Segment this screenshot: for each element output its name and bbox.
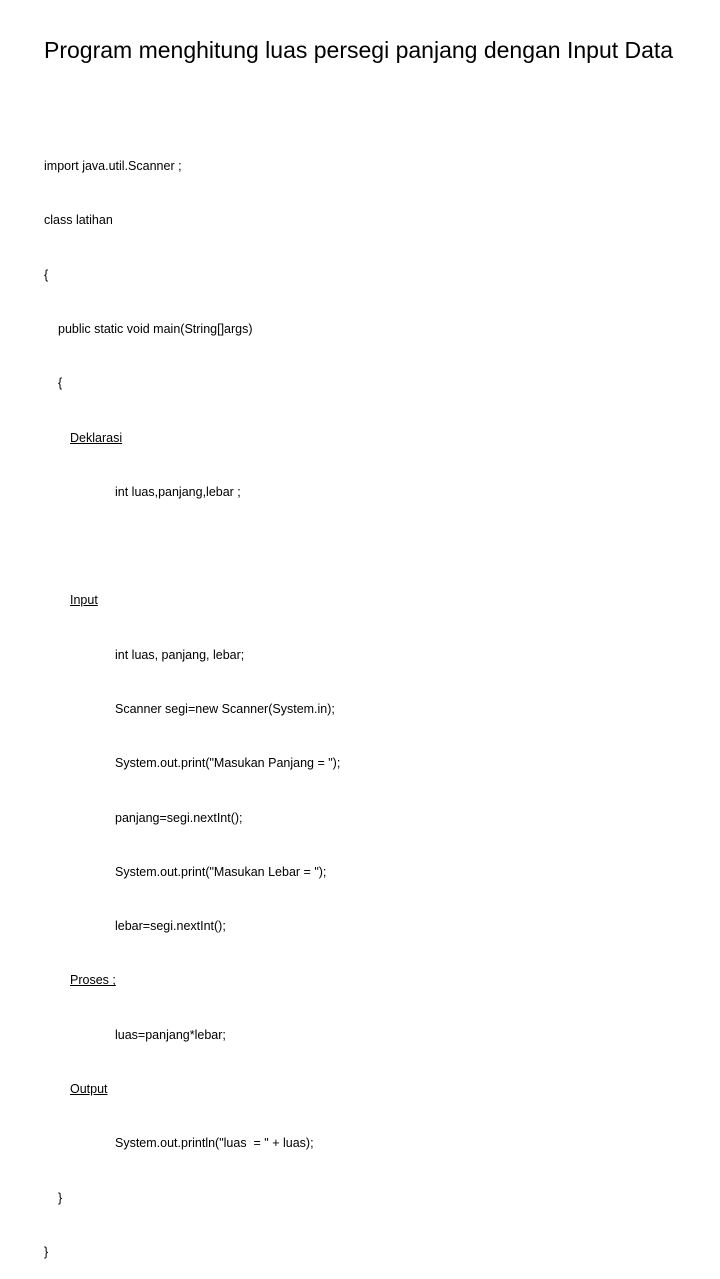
- slide-title: Program menghitung luas persegi panjang dengan Input Data: [44, 37, 674, 63]
- code-line-class: class latihan: [44, 213, 113, 228]
- code-line-input: System.out.print("Masukan Lebar = ");: [115, 864, 327, 879]
- code-line-input: int luas, panjang, lebar;: [115, 647, 245, 662]
- code-close-brace-class: }: [44, 1244, 49, 1259]
- label-output: Output: [70, 1081, 108, 1096]
- code-open-brace-class: {: [44, 267, 49, 282]
- code-line-main: public static void main(String[]args): [58, 322, 253, 337]
- code-open-brace-main: {: [58, 376, 63, 391]
- code-listing: [44, 121, 340, 1279]
- code-line-output: System.out.println("luas = " + luas);: [115, 1136, 314, 1151]
- blank-line: [44, 537, 340, 555]
- label-input: Input: [70, 593, 98, 608]
- code-line-import: import java.util.Scanner ;: [44, 159, 182, 174]
- label-deklarasi: Deklarasi: [70, 430, 123, 445]
- code-line-input: Scanner segi=new Scanner(System.in);: [115, 702, 335, 716]
- code-line-input: lebar=segi.nextInt();: [115, 919, 226, 934]
- code-line-input: System.out.print("Masukan Panjang = ");: [115, 756, 341, 771]
- code-close-brace-main: }: [58, 1190, 63, 1205]
- code-line-declaration: int luas,panjang,lebar ;: [115, 484, 241, 499]
- code-line-input: panjang=segi.nextInt();: [115, 810, 243, 825]
- code-line-proses: luas=panjang*lebar;: [115, 1027, 226, 1042]
- label-proses: Proses ;: [70, 973, 116, 988]
